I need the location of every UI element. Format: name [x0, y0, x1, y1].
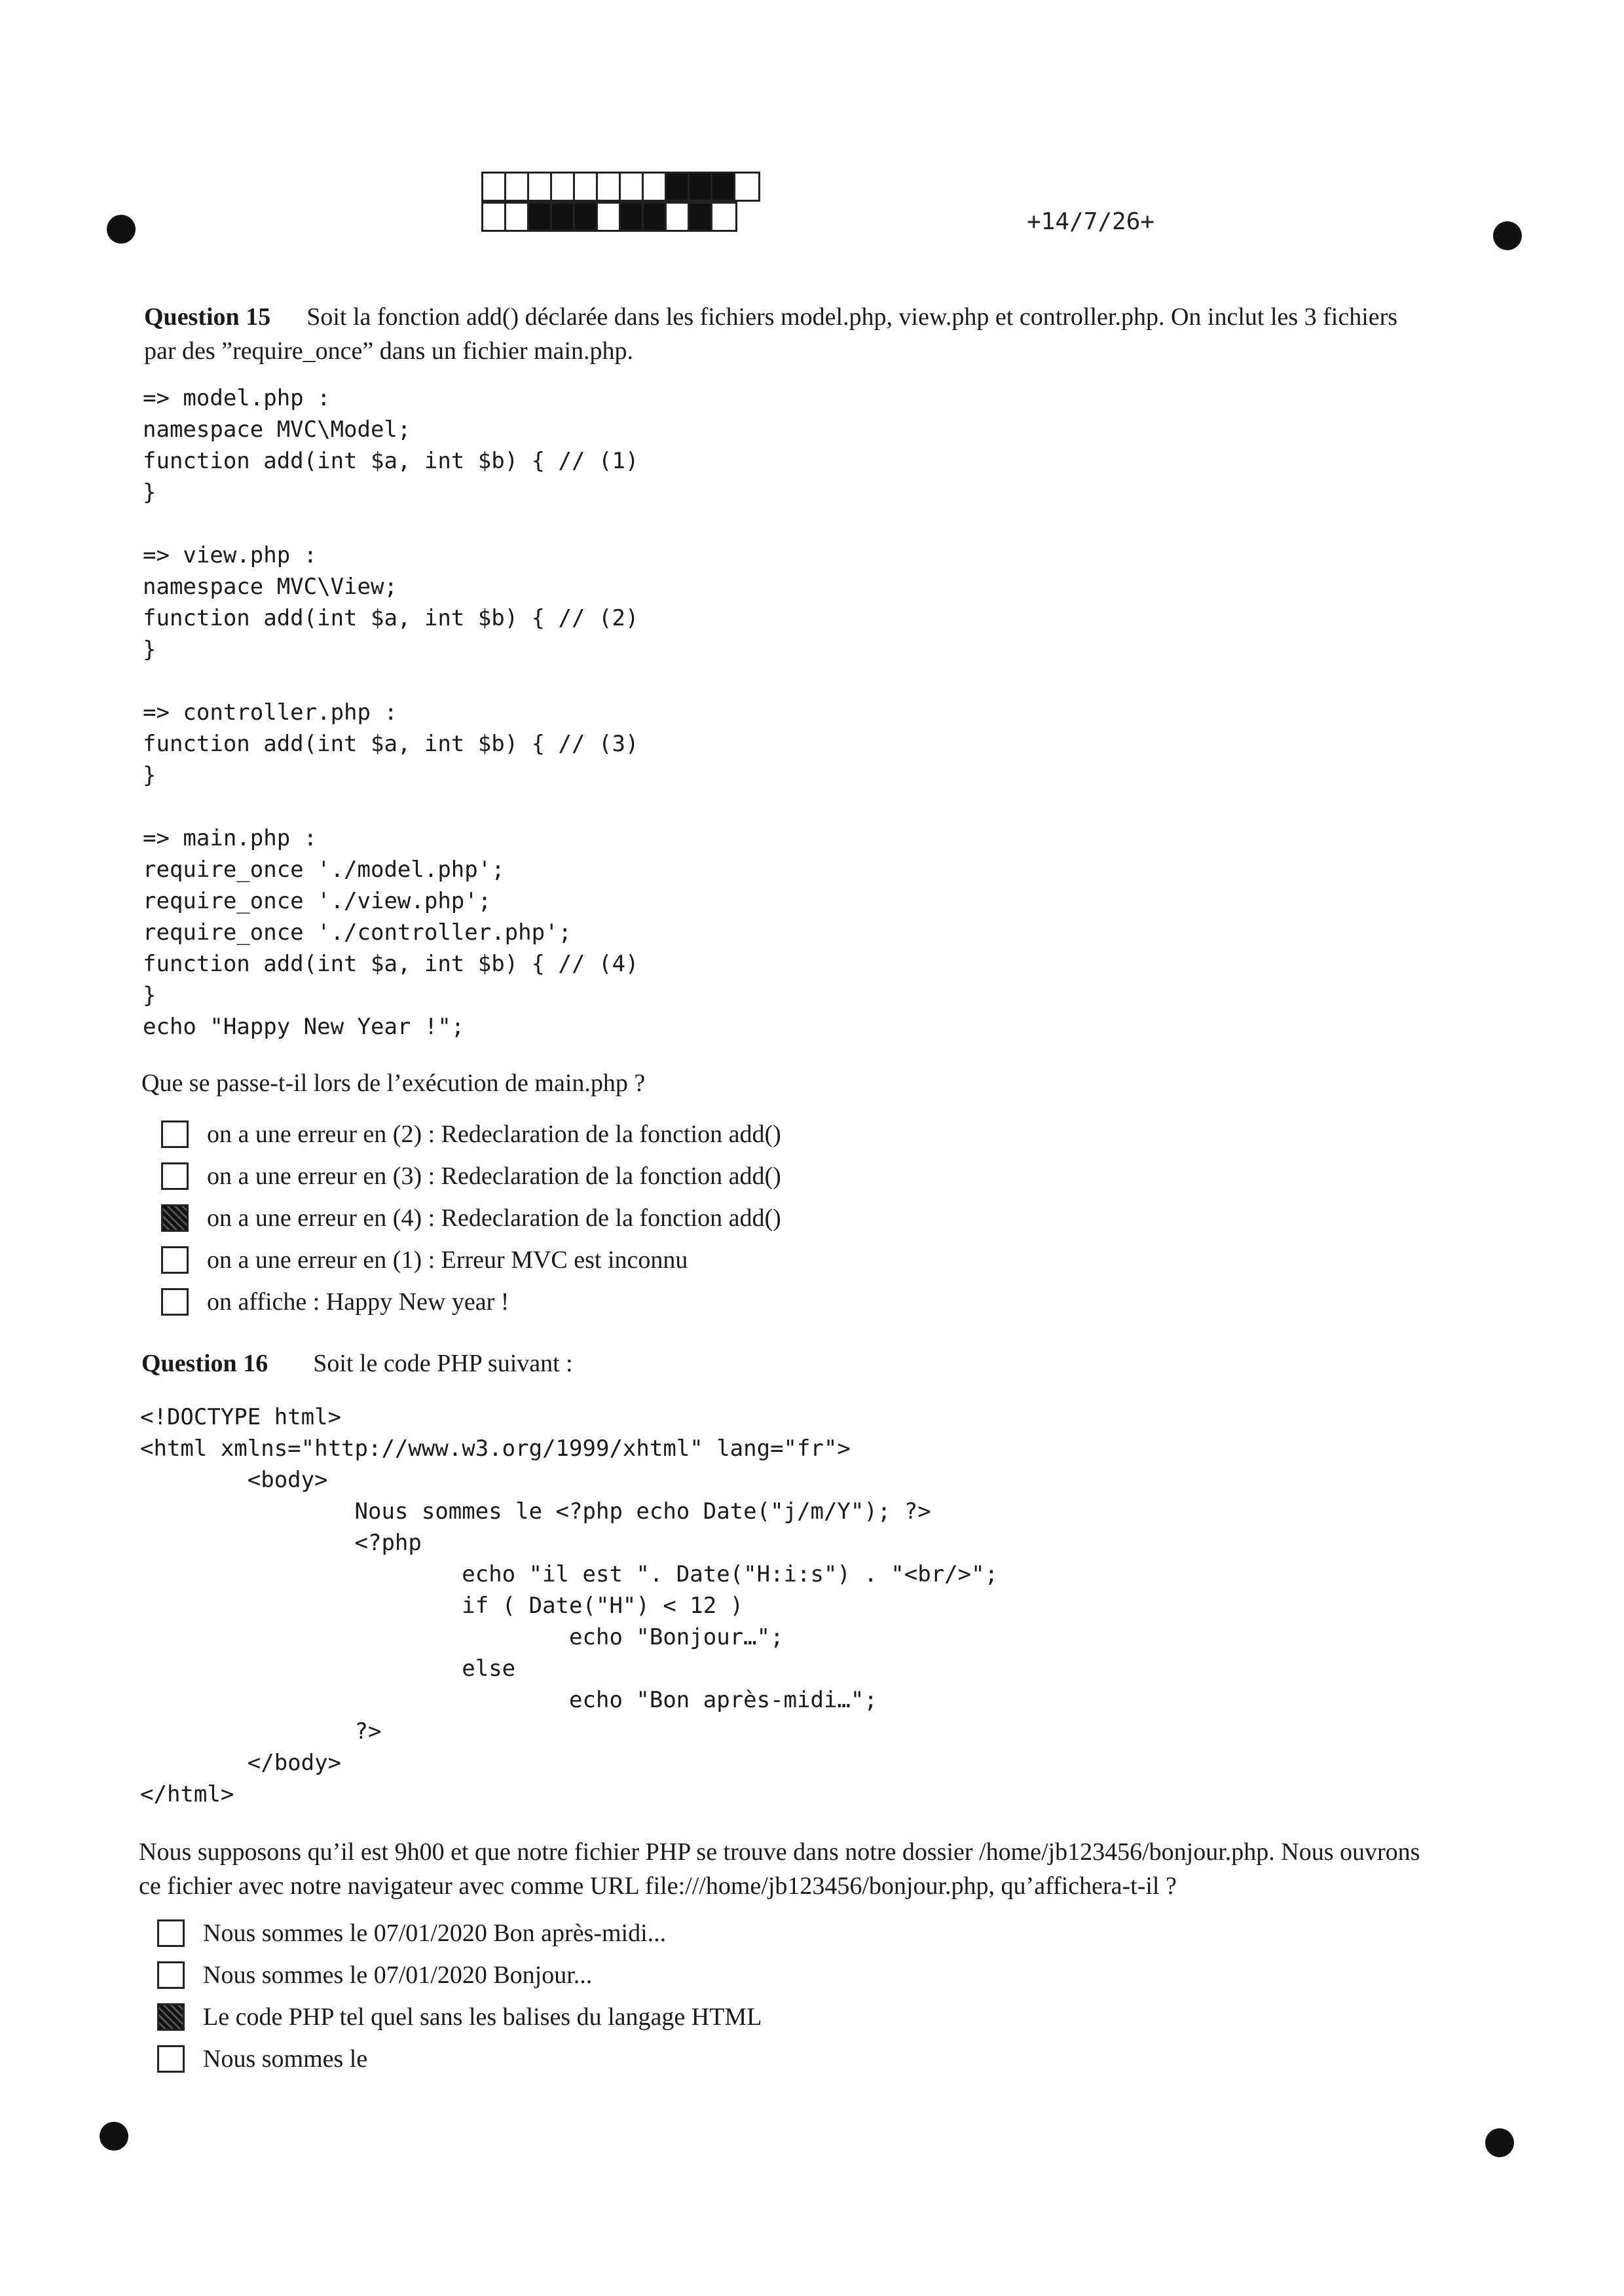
registration-dot-bottom-left — [100, 2122, 128, 2151]
checkbox-checked[interactable] — [161, 1204, 189, 1232]
q16-title: Question 16 — [141, 1350, 268, 1377]
registration-dot-top-left — [107, 215, 136, 244]
q16-choice-4[interactable]: Nous sommes le — [157, 2038, 762, 2080]
q15-prompt-line-1: Soit la fonction add() déclarée dans les fichiers model.php, view.php et controller.php. On inclut les 3 fichiers — [306, 303, 1398, 331]
q15-prompt-line-2: par des ”require_once” dans un fichier main.php. — [144, 337, 634, 365]
q15-choice-2[interactable]: on a une erreur en (3) : Redeclaration de la fonction add() — [161, 1155, 781, 1197]
page-identifier: +14/7/26+ — [1027, 208, 1155, 235]
checkbox[interactable] — [161, 1246, 189, 1274]
q16-question-line-2: ce fichier avec notre navigateur avec comme URL file:///home/jb123456/bonjour.php, qu’affichera-t-il ? — [139, 1872, 1177, 1900]
registration-dot-top-right — [1493, 221, 1522, 250]
checkbox-checked[interactable] — [157, 2003, 185, 2031]
q16-choices — [157, 1912, 762, 2080]
q15-question: Que se passe-t-il lors de l’exécution de main.php ? — [141, 1069, 646, 1097]
q15-choice-1[interactable]: on a une erreur en (2) : Redeclaration de la fonction add() — [161, 1113, 781, 1155]
checkbox[interactable] — [157, 1919, 185, 1947]
q16-choice-1[interactable]: Nous sommes le 07/01/2020 Bon après-midi... — [157, 1912, 762, 1954]
q15-title: Question 15 — [144, 303, 271, 331]
checkbox[interactable] — [157, 1961, 185, 1989]
q16-prompt: Soit le code PHP suivant : — [313, 1350, 573, 1377]
q15-choices — [161, 1113, 781, 1323]
q16-code-block: <!DOCTYPE html> <html xmlns="http://www.w3.org/1999/xhtml" lang="fr"> <body> Nous sommes le <?php echo Date("j/m/Y"); ?> <?php echo "il est ". Date("H:i:s") . "<br/>"; if ( Date("H") < 12 ) echo "Bonjour…"; else echo "Bon après-midi…"; ?> </body> </html> — [140, 1404, 999, 1807]
q15-prompt — [144, 300, 1506, 368]
q15-choice-5[interactable]: on affiche : Happy New year ! — [161, 1281, 781, 1323]
q15-choice-3[interactable]: on a une erreur en (4) : Redeclaration de la fonction add() — [161, 1197, 781, 1239]
checkbox[interactable] — [161, 1120, 189, 1148]
binary-code-row-2 — [481, 202, 737, 232]
q16-choice-3[interactable]: Le code PHP tel quel sans les balises du langage HTML — [157, 1996, 762, 2038]
registration-dot-bottom-right — [1485, 2128, 1514, 2157]
checkbox[interactable] — [161, 1288, 189, 1316]
checkbox[interactable] — [157, 2045, 185, 2073]
q16-choice-2[interactable]: Nous sommes le 07/01/2020 Bonjour... — [157, 1954, 762, 1996]
q16-question-line-1: Nous supposons qu’il est 9h00 et que notre fichier PHP se trouve dans notre dossier /home/jb123456/bonjour.php. Nous ouvrons — [139, 1838, 1420, 1866]
checkbox[interactable] — [161, 1162, 189, 1190]
q16-header — [141, 1346, 573, 1380]
binary-code-row-1 — [481, 172, 760, 202]
q16-question — [139, 1835, 1514, 1903]
q15-choice-4[interactable]: on a une erreur en (1) : Erreur MVC est inconnu — [161, 1239, 781, 1281]
q15-code-block: => model.php : namespace MVC\Model; function add(int $a, int $b) { // (1) } => view.php : namespace MVC\View; function add(int $a, int $b) { // (2) } => controller.php : function add(int $a, int $b) { // (3) } => main.php : require_once './model.php'; require_once './view.php'; require_once './controller.php'; function add(int $a, int $b) { // (4) } echo "Happy New Year !"; — [143, 385, 639, 1040]
